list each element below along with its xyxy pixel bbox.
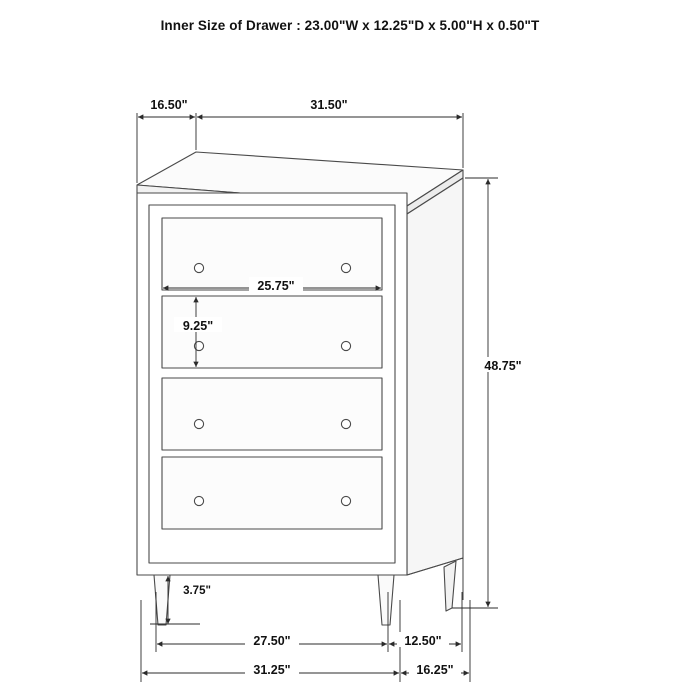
drawer-knob-1-left bbox=[194, 263, 203, 272]
label-depth-top: 16.50" bbox=[150, 98, 188, 112]
label-leg-height: 3.75" bbox=[183, 585, 211, 597]
drawer-knob-2-right bbox=[341, 341, 350, 350]
label-base-depth-front: 12.50" bbox=[404, 634, 442, 648]
leg-back-right bbox=[444, 561, 456, 611]
label-height-overall: 48.75" bbox=[484, 359, 522, 373]
label-drawer-front-width: 25.75" bbox=[257, 279, 295, 293]
drawer-knob-3-left bbox=[194, 419, 203, 428]
drawer-knob-1-right bbox=[341, 263, 350, 272]
drawer-knob-3-right bbox=[341, 419, 350, 428]
drawer-knob-4-right bbox=[341, 496, 350, 505]
label-base-width: 31.25" bbox=[253, 663, 291, 677]
leg-front-right bbox=[378, 575, 394, 625]
label-base-inner-width: 27.50" bbox=[253, 634, 291, 648]
chest-body bbox=[137, 152, 463, 625]
drawer-knob-4-left bbox=[194, 496, 203, 505]
label-base-depth: 16.25" bbox=[416, 663, 454, 677]
label-drawer-front-height: 9.25" bbox=[182, 319, 214, 333]
page-title: Inner Size of Drawer : 23.00"W x 12.25"D x 5.00"H x 0.50"T bbox=[160, 18, 540, 33]
side-panel-right bbox=[407, 178, 463, 575]
drawer-front-4 bbox=[162, 457, 382, 529]
drawer-front-3 bbox=[162, 378, 382, 450]
label-width-top: 31.50" bbox=[310, 98, 348, 112]
